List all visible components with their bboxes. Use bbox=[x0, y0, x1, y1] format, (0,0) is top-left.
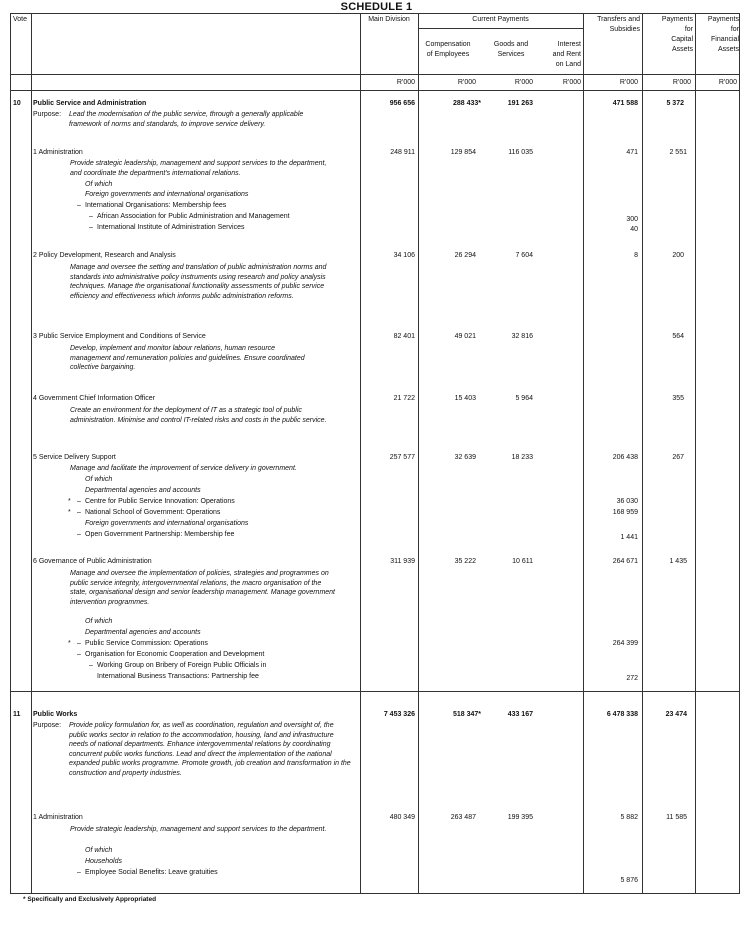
dash: – bbox=[77, 498, 81, 505]
dash: – bbox=[77, 651, 81, 658]
compensation-value: 129 854 bbox=[450, 149, 476, 156]
transfers-value: 272 bbox=[626, 675, 638, 682]
header-goods: Services bbox=[497, 51, 525, 58]
header-financial: Financial bbox=[710, 36, 739, 43]
programme-description: Provide strategic leadership, management and support services to the department, and coordinate the department's international relations. bbox=[70, 160, 327, 177]
of-which-label: Of which bbox=[85, 847, 113, 854]
category-label: Departmental agencies and accounts bbox=[85, 487, 201, 494]
goods-value: 199 395 bbox=[507, 814, 533, 821]
programme-title: 1 Administration bbox=[33, 814, 83, 821]
asterisk: * bbox=[68, 509, 71, 516]
dash: – bbox=[77, 531, 81, 538]
compensation-value: 49 021 bbox=[454, 333, 476, 340]
header-compensation: Compensation bbox=[425, 41, 471, 48]
category-label: Departmental agencies and accounts bbox=[85, 629, 201, 636]
goods-value: 116 035 bbox=[508, 149, 533, 156]
compensation-value: 15 403 bbox=[454, 395, 476, 402]
capital-value: 2 551 bbox=[669, 149, 687, 156]
goods-value: 5 964 bbox=[515, 395, 533, 402]
header-goods: Goods and bbox=[493, 41, 529, 48]
programme-description: Create an environment for the deployment of IT as a strategic tool of public administration. Minimise and control IT-related risks and costs in the public service. bbox=[70, 407, 327, 424]
dash: – bbox=[89, 224, 93, 231]
capital-value: 23 474 bbox=[665, 711, 687, 718]
transfers-value: 264 399 bbox=[612, 640, 638, 647]
purpose-label: Purpose: bbox=[33, 111, 62, 118]
main-division-value: 34 106 bbox=[393, 252, 415, 259]
main-division-value: 248 911 bbox=[390, 149, 415, 156]
main-division-value: 480 349 bbox=[389, 814, 415, 821]
dash: – bbox=[89, 662, 93, 669]
row-divider bbox=[11, 90, 739, 91]
transfers-value: 36 030 bbox=[616, 498, 638, 505]
category-label: Foreign governments and international organisations bbox=[85, 191, 249, 198]
transfers-value: 471 588 bbox=[612, 100, 638, 107]
main-division-value: 956 656 bbox=[389, 100, 415, 107]
goods-value: 7 604 bbox=[515, 252, 533, 259]
programme-title: 6 Governance of Public Administration bbox=[33, 558, 152, 565]
header-financial: for bbox=[730, 26, 739, 33]
programme-title: 3 Public Service Employment and Conditions of Service bbox=[33, 333, 206, 340]
line-item: Open Government Partnership: Membership fee bbox=[85, 531, 235, 538]
programme-title: 1 Administration bbox=[33, 149, 83, 156]
transfers-value: 206 438 bbox=[612, 454, 638, 461]
header-financial: Payments bbox=[707, 16, 739, 23]
of-which-label: Of which bbox=[85, 476, 113, 483]
of-which-label: Of which bbox=[85, 618, 113, 625]
transfers-value: 264 671 bbox=[612, 558, 638, 565]
programme-description: Develop, implement and monitor labour relations, human resource management and remuneration policies and guidelines. Ensure coordinated collective bargaining. bbox=[70, 345, 305, 372]
header-financial: Assets bbox=[717, 46, 739, 53]
dash: – bbox=[77, 640, 81, 647]
line-item: International Organisations: Membership fees bbox=[85, 202, 227, 209]
header-divider bbox=[11, 74, 739, 75]
main-division-value: 7 453 326 bbox=[383, 711, 415, 718]
programme-title: 5 Service Delivery Support bbox=[33, 454, 116, 461]
unit-label: R'000 bbox=[396, 79, 415, 86]
header-main-division: Main Division bbox=[368, 16, 410, 23]
header-capital: Assets bbox=[671, 46, 693, 53]
programme-description: Manage and oversee the setting and translation of public administration norms and standards into administrative policy instruments using research and policy analysis techniques. Manage the organisational functionality assessments of public service efficiency and effectiveness which informs public administration reforms. bbox=[70, 264, 327, 300]
header-divider bbox=[418, 28, 583, 29]
purpose-label: Purpose: bbox=[33, 722, 62, 729]
unit-label: R'000 bbox=[672, 79, 691, 86]
capital-value: 355 bbox=[672, 395, 684, 402]
line-item: Public Service Commission: Operations bbox=[85, 640, 208, 647]
unit-label: R'000 bbox=[619, 79, 638, 86]
line-item: National School of Government: Operations bbox=[85, 509, 221, 516]
transfers-value: 300 bbox=[626, 216, 638, 223]
transfers-value: 168 959 bbox=[612, 509, 638, 516]
vote-divider bbox=[11, 691, 739, 692]
main-division-value: 257 577 bbox=[389, 454, 415, 461]
header-interest: on Land bbox=[555, 61, 581, 68]
asterisk: * bbox=[68, 640, 71, 647]
vote-number: 11 bbox=[13, 711, 21, 718]
vote-name: Public Service and Administration bbox=[33, 100, 147, 107]
compensation-value: 263 487 bbox=[450, 814, 476, 821]
dash: – bbox=[89, 213, 93, 220]
programme-title: 4 Government Chief Information Officer bbox=[33, 395, 156, 402]
capital-value: 5 372 bbox=[666, 100, 684, 107]
unit-label: R'000 bbox=[562, 79, 581, 86]
line-item: Organisation for Economic Cooperation and Development bbox=[85, 651, 265, 658]
appropriation-table bbox=[10, 13, 740, 894]
goods-value: 32 816 bbox=[511, 333, 533, 340]
compensation-value: 288 433* bbox=[452, 100, 481, 107]
category-label: Foreign governments and international organisations bbox=[85, 520, 249, 527]
header-transfers: Transfers and bbox=[597, 16, 640, 23]
line-item: Employee Social Benefits: Leave gratuities bbox=[85, 869, 218, 876]
main-division-value: 311 939 bbox=[390, 558, 415, 565]
header-capital: for bbox=[684, 26, 693, 33]
goods-value: 191 263 bbox=[507, 100, 533, 107]
transfers-value: 40 bbox=[630, 226, 638, 233]
col-divider bbox=[31, 14, 32, 893]
vote-name: Public Works bbox=[33, 711, 78, 718]
programme-description: Provide strategic leadership, management and support services to the department. bbox=[70, 826, 327, 833]
header-interest: Interest bbox=[557, 41, 581, 48]
page-title: SCHEDULE 1 bbox=[340, 1, 413, 13]
line-item: International Institute of Administration Services bbox=[97, 224, 245, 231]
line-item: Working Group on Bribery of Foreign Public Officials in bbox=[97, 662, 267, 669]
transfers-value: 8 bbox=[634, 252, 638, 259]
header-capital: Capital bbox=[671, 36, 693, 43]
capital-value: 564 bbox=[672, 333, 684, 340]
dash: – bbox=[77, 869, 81, 876]
col-divider bbox=[695, 14, 696, 893]
vote-purpose: Lead the modernisation of the public service, through a generally applicable framework of norms and standards, to improve service delivery. bbox=[69, 111, 304, 128]
goods-value: 433 167 bbox=[507, 711, 533, 718]
dash: – bbox=[77, 509, 81, 516]
compensation-value: 32 639 bbox=[454, 454, 476, 461]
programme-description: Manage and oversee the implementation of policies, strategies and programmes on public service integrity, intergovernmental relations, the macro organisation of the state, organisational design and senior leadership management. Manage government intervention programmes. bbox=[70, 570, 336, 606]
transfers-value: 5 876 bbox=[620, 877, 638, 884]
transfers-value: 1 441 bbox=[620, 534, 638, 541]
line-item: Centre for Public Service Innovation: Operations bbox=[85, 498, 235, 505]
compensation-value: 35 222 bbox=[454, 558, 476, 565]
compensation-value: 26 294 bbox=[454, 252, 476, 259]
transfers-value: 5 882 bbox=[620, 814, 638, 821]
footnote: * Specifically and Exclusively Appropriated bbox=[23, 896, 157, 903]
dash: – bbox=[77, 202, 81, 209]
category-label: Households bbox=[85, 858, 122, 865]
transfers-value: 471 bbox=[626, 149, 638, 156]
main-division-value: 82 401 bbox=[393, 333, 415, 340]
vote-purpose: Provide policy formulation for, as well as coordination, regulation and oversight of, the public works sector in relation to the accommodation, housing, land and infrastructure needs of national departments. Enhance intergovernmental relations by coordinating concurrent public works functions. Lead and direct the implementation of the national expanded public works programme. Promote growth, job creation and transformation in the construction and property industries. bbox=[69, 722, 351, 777]
asterisk: * bbox=[68, 498, 71, 505]
header-interest: and Rent bbox=[552, 51, 581, 58]
goods-value: 10 611 bbox=[512, 558, 533, 565]
programme-description: Manage and facilitate the improvement of service delivery in government. bbox=[70, 465, 297, 472]
main-division-value: 21 722 bbox=[393, 395, 415, 402]
header-compensation: of Employees bbox=[426, 51, 470, 58]
of-which-label: Of which bbox=[85, 181, 113, 188]
programme-title: 2 Policy Development, Research and Analysis bbox=[33, 252, 176, 259]
unit-label: R'000 bbox=[457, 79, 476, 86]
header-current-payments: Current Payments bbox=[472, 16, 529, 23]
vote-number: 10 bbox=[13, 100, 21, 107]
goods-value: 18 233 bbox=[511, 454, 533, 461]
unit-label: R'000 bbox=[718, 79, 737, 86]
line-item: International Business Transactions: Partnership fee bbox=[97, 673, 259, 680]
header-vote: Vote bbox=[13, 16, 28, 23]
compensation-value: 518 347* bbox=[452, 711, 481, 718]
transfers-value: 6 478 338 bbox=[606, 711, 638, 718]
line-item: African Association for Public Administration and Management bbox=[97, 213, 290, 220]
header-transfers: Subsidies bbox=[609, 26, 640, 33]
capital-value: 1 435 bbox=[669, 558, 687, 565]
header-capital: Payments bbox=[661, 16, 693, 23]
capital-value: 200 bbox=[672, 252, 684, 259]
unit-label: R'000 bbox=[514, 79, 533, 86]
capital-value: 267 bbox=[672, 454, 684, 461]
capital-value: 11 585 bbox=[666, 814, 687, 821]
